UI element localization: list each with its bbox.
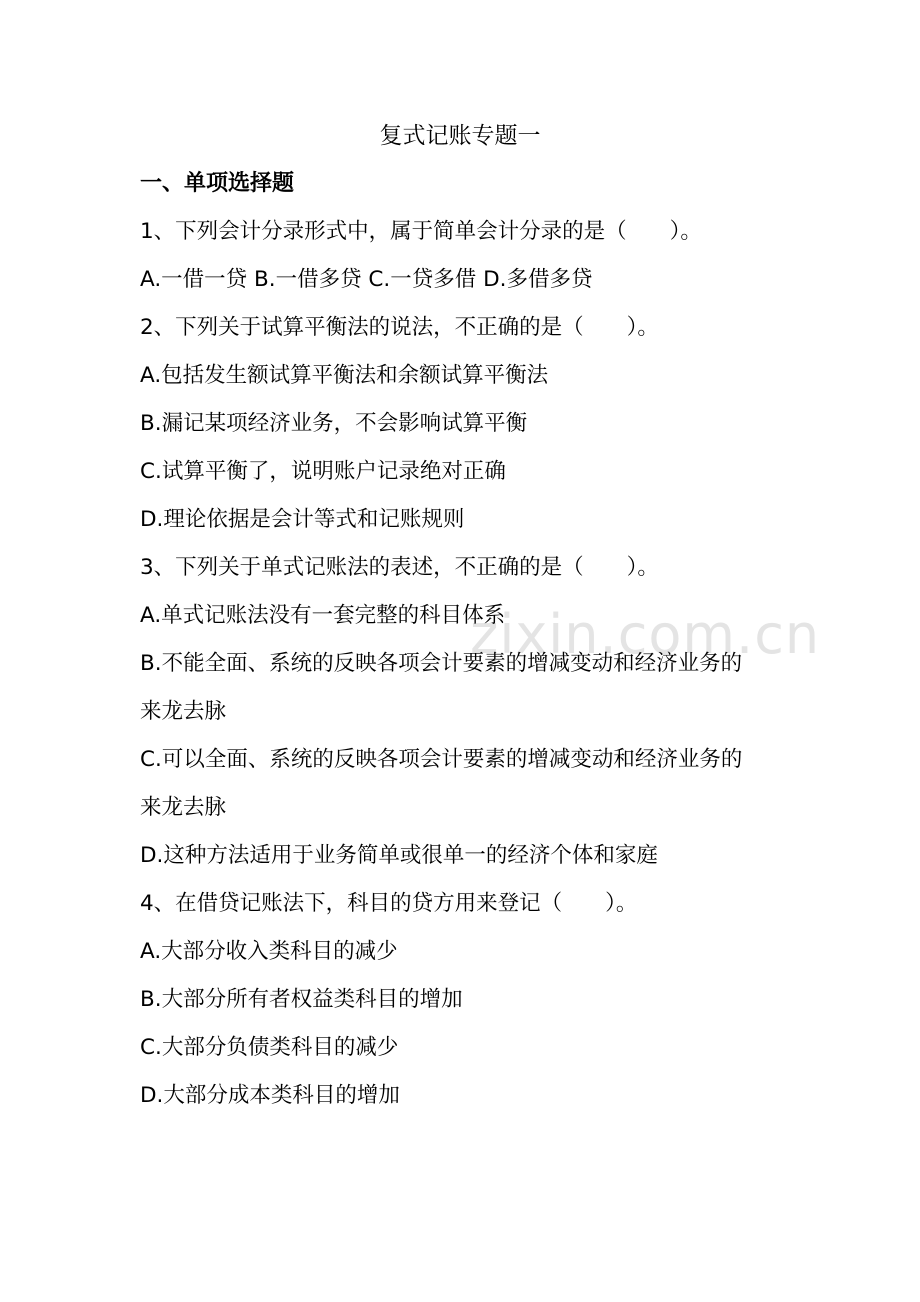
question-4-option-d: D.大部分成本类科目的增加 [140, 1083, 400, 1108]
question-1-options: A.一借一贷 B.一借多贷 C.一贷多借 D.多借多贷 [140, 267, 593, 292]
question-3-option-a: A.单式记账法没有一套完整的科目体系 [140, 603, 506, 628]
watermark: zixin.com.cn [470, 603, 821, 666]
question-3: 3、下列关于单式记账法的表述，不正确的是（ ）。 [140, 555, 659, 580]
question-4-option-a: A.大部分收入类科目的减少 [140, 939, 398, 964]
question-4-option-b: B.大部分所有者权益类科目的增加 [140, 987, 463, 1012]
question-3-option-b: B.不能全面、系统的反映各项会计要素的增减变动和经济业务的 [140, 651, 743, 676]
question-3-option-d: D.这种方法适用于业务简单或很单一的经济个体和家庭 [140, 843, 658, 868]
question-4: 4、在借贷记账法下，科目的贷方用来登记（ ）。 [140, 891, 638, 916]
question-2-option-c: C.试算平衡了，说明账户记录绝对正确 [140, 459, 506, 484]
document-title: 复式记账专题一 [379, 123, 541, 149]
question-3-option-c-cont: 来龙去脉 [140, 795, 227, 820]
section-heading: 一、单项选择题 [140, 171, 295, 196]
question-3-option-c: C.可以全面、系统的反映各项会计要素的增减变动和经济业务的 [140, 747, 743, 772]
question-2-option-d: D.理论依据是会计等式和记账规则 [140, 507, 465, 532]
question-3-option-b-cont: 来龙去脉 [140, 699, 227, 724]
question-2-option-a: A.包括发生额试算平衡法和余额试算平衡法 [140, 363, 549, 388]
question-1: 1、下列会计分录形式中，属于简单会计分录的是（ ）。 [140, 219, 702, 244]
question-2-option-b: B.漏记某项经济业务，不会影响试算平衡 [140, 411, 528, 436]
question-4-option-c: C.大部分负债类科目的减少 [140, 1035, 399, 1060]
question-2: 2、下列关于试算平衡法的说法，不正确的是（ ）。 [140, 315, 659, 340]
